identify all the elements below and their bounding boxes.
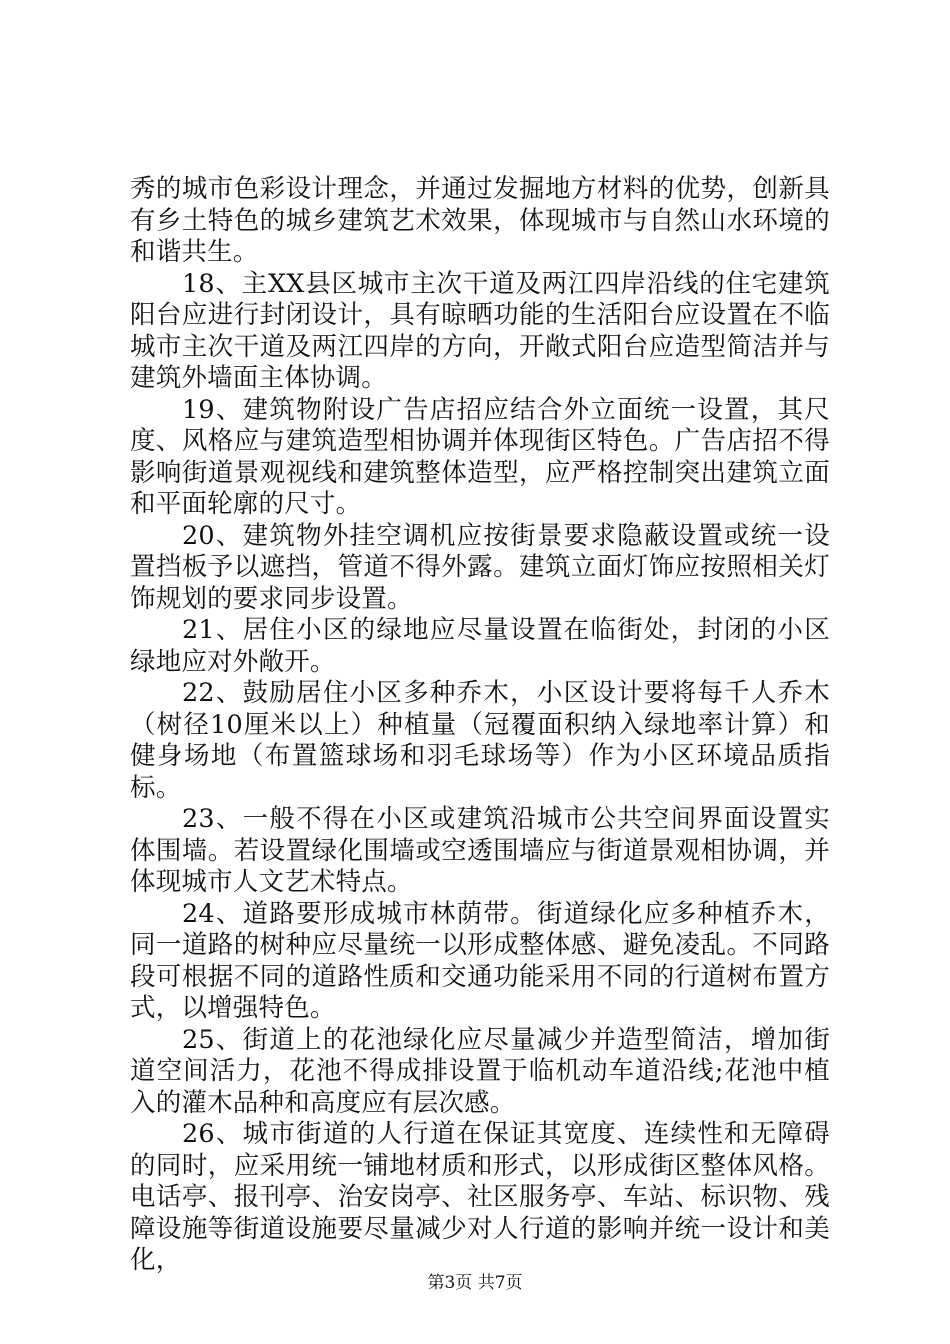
page-footer: 第3页 共7页 <box>427 1273 523 1293</box>
document-body <box>130 174 830 1277</box>
paragraph: 19、建筑物附设广告店招应结合外立面统一设置，其尺度、风格应与建筑造型相协调并体现街区特色。广告店招不得影响街道景观视线和建筑整体造型，应严格控制突出建筑立面和平面轮廓的尺寸。 <box>130 394 830 519</box>
paragraph: 22、鼓励居住小区多种乔木，小区设计要将每千人乔木（树径10厘米以上）种植量（冠覆面积纳入绿地率计算）和健身场地（布置篮球场和羽毛球场等）作为小区环境品质指标。 <box>130 678 830 803</box>
paragraph: 25、街道上的花池绿化应尽量减少并造型简洁，增加街道空间活力，花池不得成排设置于临机动车道沿线;花池中植入的灌木品种和高度应有层次感。 <box>130 1024 830 1118</box>
paragraph: 21、居住小区的绿地应尽量设置在临街处，封闭的小区绿地应对外敞开。 <box>130 615 830 677</box>
paragraph: 24、道路要形成城市林荫带。街道绿化应多种植乔木，同一道路的树种应尽量统一以形成整体感、避免凌乱。不同路段可根据不同的道路性质和交通功能采用不同的行道树布置方式，以增强特色。 <box>130 898 830 1023</box>
paragraph: 23、一般不得在小区或建筑沿城市公共空间界面设置实体围墙。若设置绿化围墙或空透围墙应与街道景观相协调，并体现城市人文艺术特点。 <box>130 804 830 897</box>
paragraph: 18、主XX县区城市主次干道及两江四岸沿线的住宅建筑阳台应进行封闭设计，具有晾晒功能的生活阳台应设置在不临城市主次干道及两江四岸的方向，开敞式阳台应造型简洁并与建筑外墙面主体协调。 <box>130 268 830 393</box>
paragraph: 26、城市街道的人行道在保证其宽度、连续性和无障碍的同时，应采用统一铺地材质和形式，以形成街区整体风格。电话亭、报刊亭、治安岗亭、社区服务亭、车站、标识物、残障设施等街道设施要尽量减少对人行道的影响并统一设计和美化， <box>130 1119 830 1275</box>
paragraph: 秀的城市色彩设计理念，并通过发掘地方材料的优势，创新具有乡土特色的城乡建筑艺术效果，体现城市与自然山水环境的和谐共生。 <box>130 174 830 267</box>
paragraph: 20、建筑物外挂空调机应按街景要求隐蔽设置或统一设置挡板予以遮挡，管道不得外露。建筑立面灯饰应按照相关灯饰规划的要求同步设置。 <box>130 520 830 614</box>
